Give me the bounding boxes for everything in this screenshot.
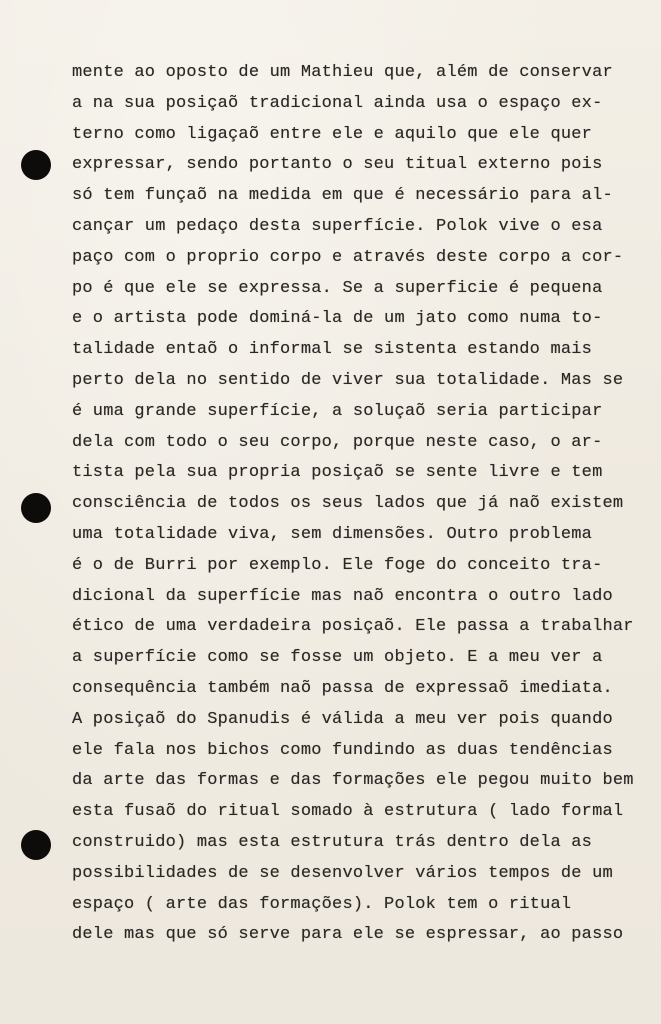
- text-line: dela com todo o seu corpo, porque neste caso, o ar-: [72, 432, 603, 452]
- text-line: po é que ele se expressa. Se a superficie é pequena: [72, 278, 603, 298]
- text-line: perto dela no sentido de viver sua totalidade. Mas se: [72, 370, 624, 390]
- text-line: possibilidades de se desenvolver vários tempos de um: [72, 863, 613, 883]
- punch-hole-top: [21, 150, 51, 180]
- punch-hole-bottom: [21, 830, 51, 860]
- text-line: esta fusaõ do ritual somado à estrutura ( lado formal: [72, 802, 624, 822]
- text-line: espaço ( arte das formações). Polok tem o ritual: [72, 894, 572, 914]
- text-line: dele mas que só serve para ele se espressar, ao passo: [72, 925, 624, 945]
- text-line: cançar um pedaço desta superfície. Polok vive o esa: [72, 216, 603, 236]
- text-line: ético de uma verdadeira posiçaõ. Ele passa a trabalhar: [72, 617, 634, 637]
- text-line: construido) mas esta estrutura trás dentro dela as: [72, 832, 593, 852]
- text-line: só tem funçaõ na medida em que é necessário para al-: [72, 186, 613, 206]
- text-line: é uma grande superfície, a soluçaõ seria participar: [72, 401, 603, 421]
- text-line: dicional da superfície mas naõ encontra o outro lado: [72, 586, 613, 606]
- text-line: consciência de todos os seus lados que já naõ existem: [72, 494, 624, 514]
- text-line: e o artista pode dominá-la de um jato como numa to-: [72, 309, 603, 329]
- text-line: consequência também naõ passa de expressaõ imediata.: [72, 678, 613, 698]
- text-line: paço com o proprio corpo e através deste corpo a cor-: [72, 247, 624, 267]
- text-line: terno como ligaçaõ entre ele e aquilo que ele quer: [72, 124, 593, 144]
- punch-hole-middle: [21, 493, 51, 523]
- text-line: expressar, sendo portanto o seu titual externo pois: [72, 155, 603, 175]
- text-line: é o de Burri por exemplo. Ele foge do conceito tra-: [72, 555, 603, 575]
- text-line: a superfície como se fosse um objeto. E a meu ver a: [72, 648, 603, 668]
- text-line: mente ao oposto de um Mathieu que, além de conservar: [72, 63, 613, 82]
- text-line: tista pela sua propria posiçaõ se sente livre e tem: [72, 463, 603, 483]
- text-line: uma totalidade viva, sem dimensões. Outro problema: [72, 524, 593, 544]
- text-line: ele fala nos bichos como fundindo as duas tendências: [72, 740, 613, 760]
- text-line: a na sua posiçaõ tradicional ainda usa o espaço ex-: [72, 93, 603, 113]
- text-line: da arte das formas e das formações ele pegou muito bem: [72, 771, 634, 791]
- text-line: talidade entaõ o informal se sistenta estando mais: [72, 340, 593, 360]
- text-line: A posiçaõ do Spanudis é válida a meu ver pois quando: [72, 709, 613, 729]
- typewritten-text-block: [72, 58, 652, 951]
